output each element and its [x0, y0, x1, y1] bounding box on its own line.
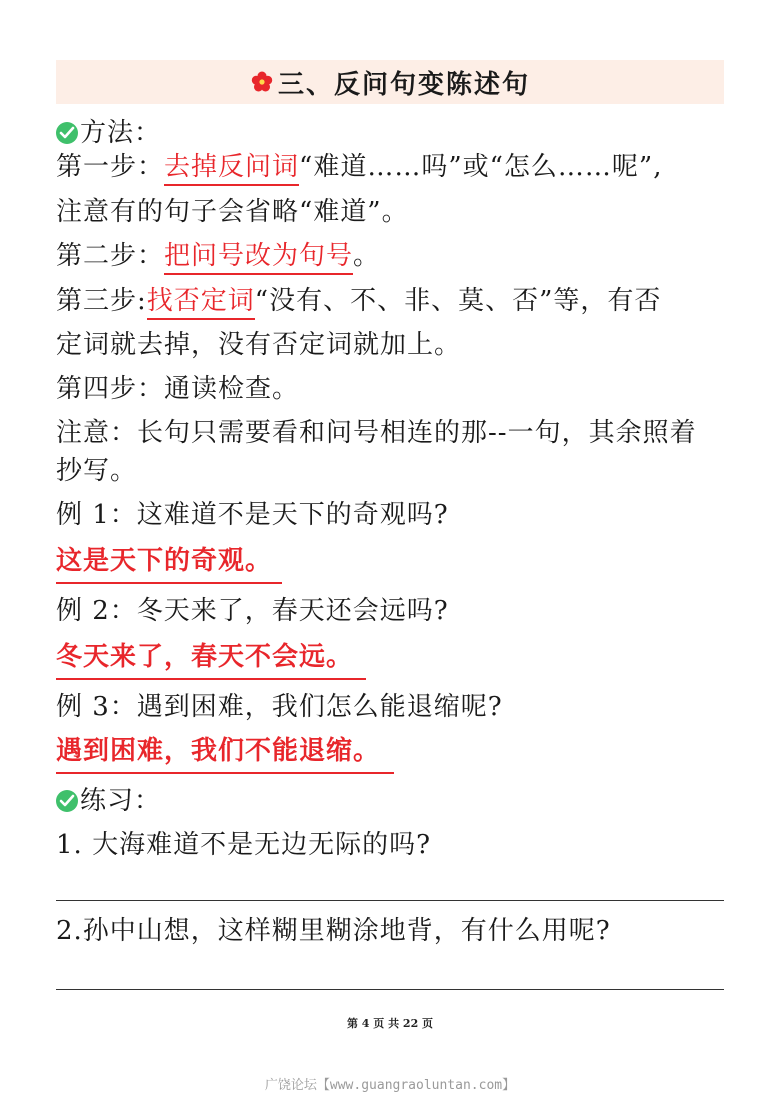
answer-underline	[56, 772, 394, 774]
section-title: 三、反问句变陈述句	[277, 69, 530, 100]
page-number-footer: 第 4 页 共 22 页	[346, 1017, 434, 1030]
step-3: 第三步:找否定词“没有、不、非、莫、否”等，有否	[56, 286, 661, 316]
step-2: 第二步：把问号改为句号。	[56, 241, 380, 271]
answer-blank-line-1[interactable]	[56, 900, 724, 901]
step-1-line-2: 注意有的句子会省略“难道”。	[56, 197, 409, 227]
flower-icon	[250, 70, 274, 94]
example-3-answer: 遇到困难，我们不能退缩。	[56, 736, 394, 774]
answer-blank-line-2[interactable]	[56, 989, 724, 990]
answer-underline	[56, 678, 366, 680]
watermark: 广饶论坛【www.guangraoluntan.com】	[264, 1078, 516, 1093]
check-circle-icon	[56, 790, 78, 812]
step-3-line-2: 定词就去掉，没有否定词就加上。	[56, 330, 462, 360]
step-1-keyword: 去掉反问词	[164, 152, 299, 186]
note-line-2: 抄写。	[56, 456, 138, 486]
example-3-question: 例 3：遇到困难，我们怎么能退缩呢?	[56, 692, 503, 722]
step-3-keyword: 找否定词	[147, 286, 255, 320]
answer-underline	[56, 582, 282, 584]
practice-heading: 练习：	[56, 786, 161, 816]
check-circle-icon	[56, 122, 78, 144]
step-4: 第四步：通读检查。	[56, 374, 300, 404]
section-title-bar	[56, 60, 724, 104]
practice-question-2: 2.孙中山想，这样糊里糊涂地背，有什么用呢?	[56, 916, 611, 946]
practice-question-1: 1. 大海难道不是无边无际的吗?	[56, 830, 432, 860]
method-heading: 方法：	[56, 118, 161, 148]
example-2-question: 例 2：冬天来了，春天还会远吗?	[56, 596, 449, 626]
step-2-keyword: 把问号改为句号	[164, 241, 353, 275]
note-line-1: 注意：长句只需要看和问号相连的那--一句，其余照着	[56, 418, 697, 448]
example-1-answer: 这是天下的奇观。	[56, 546, 282, 584]
example-2-answer: 冬天来了，春天不会远。	[56, 642, 366, 680]
step-1: 第一步：去掉反问词“难道……吗”或“怎么……呢”,	[56, 152, 662, 182]
example-1-question: 例 1：这难道不是天下的奇观吗?	[56, 500, 449, 530]
